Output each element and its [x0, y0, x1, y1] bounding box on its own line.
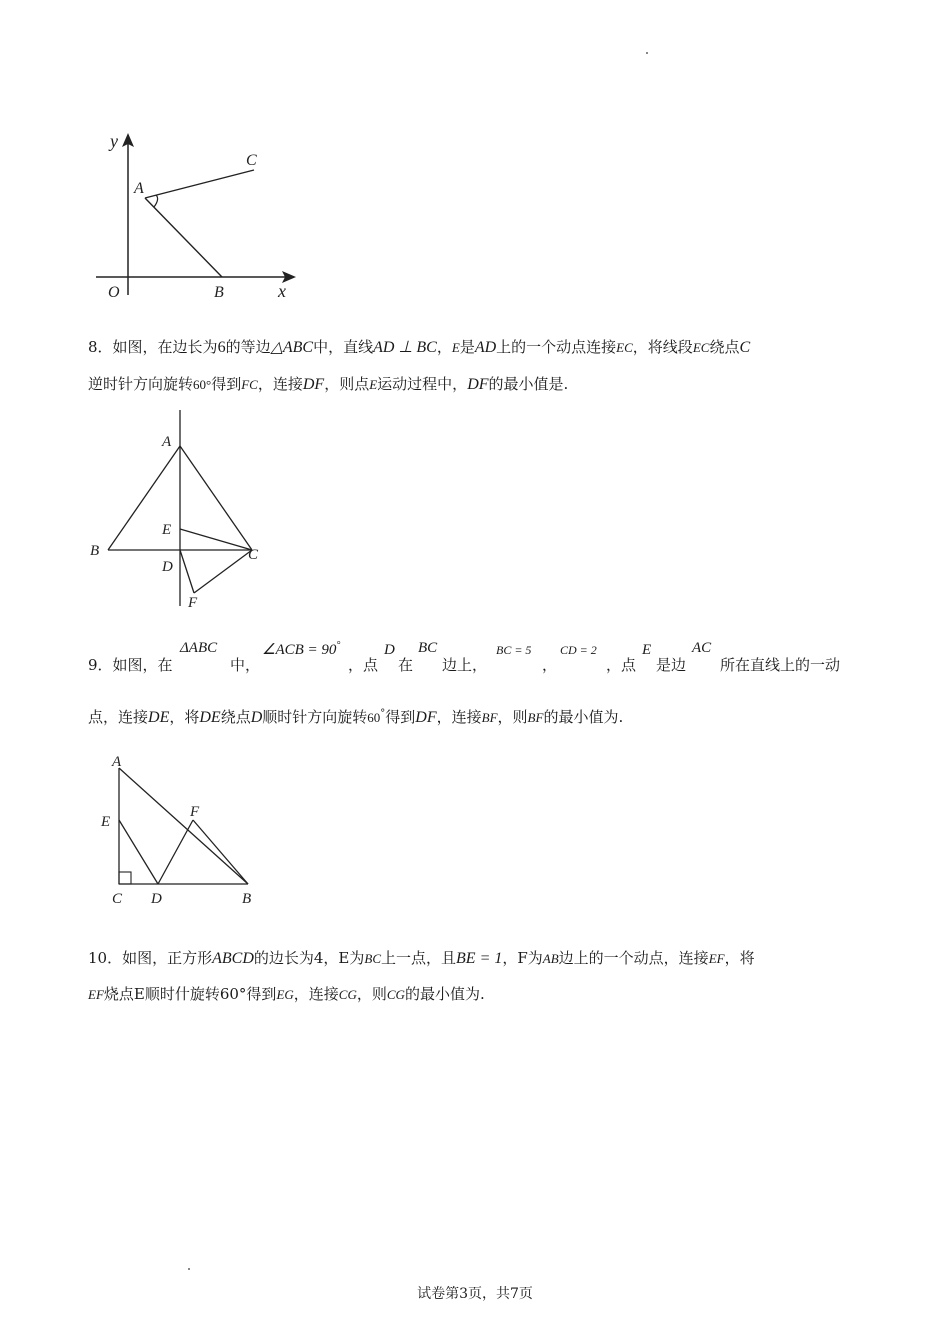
q9-ac: AC	[692, 640, 712, 656]
label-o: O	[108, 284, 120, 301]
label-b: B	[242, 891, 252, 907]
question-10-line-2: EF烧点E顺时什旋转60°得到EG，连接CG，则CG的最小值为.	[88, 985, 485, 1003]
label-f: F	[190, 804, 200, 820]
q9-shibian: 是边	[656, 656, 687, 674]
figure-q8	[88, 408, 278, 612]
label-a: A	[112, 754, 122, 770]
right-angle-mark	[119, 872, 131, 884]
segment-fc	[194, 550, 252, 593]
segment-ab	[145, 198, 222, 277]
label-d: D	[151, 891, 162, 907]
label-c: C	[246, 152, 257, 169]
label-a: A	[134, 180, 144, 197]
q9-cd2: CD = 2	[560, 643, 597, 657]
question-8-line-1: 8．如图，在边长为6的等边△ABC中，直线AD ⊥ BC，E是AD上的一个动点连接EC，将线段EC绕点C	[88, 338, 751, 356]
q9-suozai: 所在直线上的一动	[720, 656, 841, 674]
segment-ed	[119, 820, 158, 884]
q9-lead: 9．如图，在	[88, 656, 173, 674]
label-a: A	[162, 434, 172, 450]
q9-d: D	[384, 642, 395, 658]
q9-dian1: ，点	[348, 656, 379, 674]
label-b: B	[214, 284, 224, 301]
question-10-line-1: 10．如图，正方形ABCD的边长为4，E为BC上一点，且BE = 1，F为AB边上的一个动点，连接EF，将	[88, 949, 755, 967]
side-ab	[119, 768, 248, 884]
label-x: x	[278, 281, 286, 301]
label-b: B	[90, 543, 100, 559]
corner-dot-top	[646, 52, 648, 54]
label-e: E	[162, 522, 172, 538]
label-c: C	[112, 891, 123, 907]
segment-ac	[145, 170, 254, 198]
segment-ec	[180, 529, 252, 550]
segment-fb	[193, 820, 248, 884]
label-e: E	[101, 814, 111, 830]
q9-comma: ，	[542, 656, 558, 674]
page-footer: 试卷第3页，共7页	[417, 1286, 533, 1302]
segment-df	[158, 820, 193, 884]
q9-zai: 在	[398, 656, 414, 674]
q9-angle: ∠ACB = 90°	[262, 640, 341, 658]
question-8-line-2: 逆时针方向旋转60°得到FC，连接DF，则点E运动过程中，DF的最小值是.	[88, 375, 569, 393]
label-d: D	[162, 559, 173, 575]
side-ac	[180, 446, 252, 550]
q9-e: E	[642, 642, 652, 658]
label-f: F	[188, 595, 198, 611]
q9-triangle: ΔABC	[180, 640, 218, 656]
angle-arc	[154, 195, 158, 207]
figure-q9	[98, 750, 268, 910]
segment-df	[180, 550, 194, 593]
label-y: y	[110, 131, 118, 151]
q9-zhong: 中，	[230, 656, 261, 674]
q9-bc5: BC = 5	[496, 643, 532, 657]
q9-bian: 边上，	[442, 656, 488, 674]
label-c: C	[248, 547, 259, 563]
corner-dot-bottom	[188, 1268, 190, 1270]
figure-q7	[90, 125, 310, 305]
q9-bc: BC	[418, 640, 438, 656]
q9-dian2: ，点	[606, 656, 637, 674]
question-9-line-2: 点，连接DE，将DE绕点D顺时针方向旋转60°得到DF，连接BF，则BF的最小值为.	[88, 708, 624, 726]
